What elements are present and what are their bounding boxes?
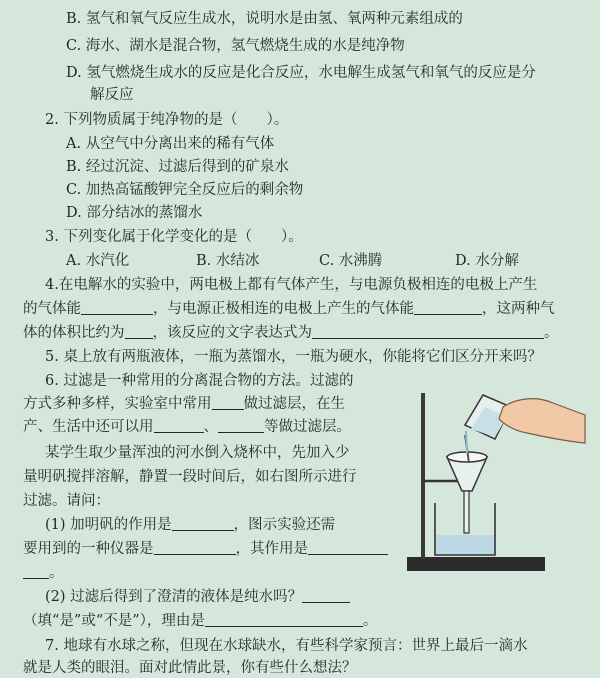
q5-text: 5. 桌上放有两瓶液体，一瓶为蒸馏水，一瓶为硬水，你能将它们区分开来吗？ <box>45 349 542 365</box>
q6-blank-6 <box>308 540 388 555</box>
q6-line9: 。 <box>23 563 64 583</box>
q4-blank-1 <box>81 300 153 315</box>
q6-line5: 量明矾搅拌溶解，静置一段时间后，如右图所示进行 <box>23 469 357 485</box>
q6-line6: 过滤。请问： <box>23 493 110 509</box>
q6-line10: (2) 过滤后得到了澄清的液体是纯水吗？ <box>45 587 350 607</box>
q4-blank-2 <box>414 300 482 315</box>
q6-blank-2 <box>154 418 204 433</box>
q4-blank-4 <box>312 324 544 339</box>
q6-line4: 某学生取少量浑浊的河水倒入烧杯中，先加入少 <box>45 445 350 461</box>
q7-line2: 就是人类的眼泪。面对此情此景，你有些什么想法？ <box>23 660 357 676</box>
q4-blank-3 <box>125 324 153 339</box>
q2-stem: 2. 下列物质属于纯净物的是（ ）。 <box>45 112 289 128</box>
q3-stem: 3. 下列变化属于化学变化的是（ ）。 <box>45 229 303 245</box>
stand-base <box>407 557 545 571</box>
q2-option-c: C. 加热高锰酸钾完全反应后的剩余物 <box>66 182 304 198</box>
q6-line11: （填“是”或“不是”），理由是 。 <box>23 613 378 629</box>
q6-blank-9 <box>205 612 363 627</box>
q3-option-b: B. 水结冰 <box>196 253 260 269</box>
q3-option-a: A. 水汽化 <box>66 253 130 269</box>
q6-line1: 6. 过滤是一种常用的分离混合物的方法。过滤的 <box>45 373 354 389</box>
q6-blank-1 <box>212 395 244 410</box>
q2-option-a: A. 从空气中分离出来的稀有气体 <box>66 136 275 152</box>
filtrate <box>436 535 494 554</box>
q6-blank-3 <box>218 418 264 433</box>
q7-line1: 7. 地球有水球之称，但现在水球缺水，有些科学家预言：世界上最后一滴水 <box>45 638 528 654</box>
q1-option-b: B. 氢气和氧气反应生成水，说明水是由氢、氧两种元素组成的 <box>66 11 463 27</box>
q1-option-d-line2: 解反应 <box>90 87 134 103</box>
stand-rod <box>421 393 425 559</box>
liquid-stream <box>466 431 467 453</box>
q3-option-c: C. 水沸腾 <box>319 253 383 269</box>
q6-blank-7 <box>23 564 49 579</box>
q2-option-d: D. 部分结冰的蒸馏水 <box>66 205 203 221</box>
q1-option-d-line1: D. 氢气燃烧生成水的反应是化合反应，水电解生成氢气和氧气的反应是分 <box>66 65 536 81</box>
funnel-stem <box>464 491 469 533</box>
q2-option-b: B. 经过沉淀、过滤后得到的矿泉水 <box>66 159 289 175</box>
q6-line8: 要用到的一种仪器是 ，其作用是 <box>23 539 388 559</box>
q6-blank-8 <box>302 588 350 603</box>
q4-line1: 4.在电解水的实验中，两电极上都有气体产生，与电源负极相连的电极上产生 <box>45 277 538 293</box>
hand <box>499 399 585 443</box>
q6-line7: (1) 加明矾的作用是 ，图示实验还需 <box>45 517 336 533</box>
q6-line3: 产、生活中还可以用 、 等做过滤层。 <box>23 419 351 435</box>
q3-option-d: D. 水分解 <box>455 253 519 269</box>
filtration-apparatus-illustration <box>395 385 595 585</box>
q6-blank-4 <box>172 516 234 531</box>
q4-line2: 的气体能 ，与电源正极相连的电极上产生的气体能 ，这两种气 <box>23 301 555 317</box>
q4-line3: 体的体积比约为 ，该反应的文字表达式为 。 <box>23 325 559 341</box>
q1-option-c: C. 海水、湖水是混合物，氢气燃烧生成的水是纯净物 <box>66 38 405 54</box>
q6-line2: 方式多种多样，实验室中常用 做过滤层，在生 <box>23 396 345 412</box>
q6-blank-5 <box>154 540 236 555</box>
